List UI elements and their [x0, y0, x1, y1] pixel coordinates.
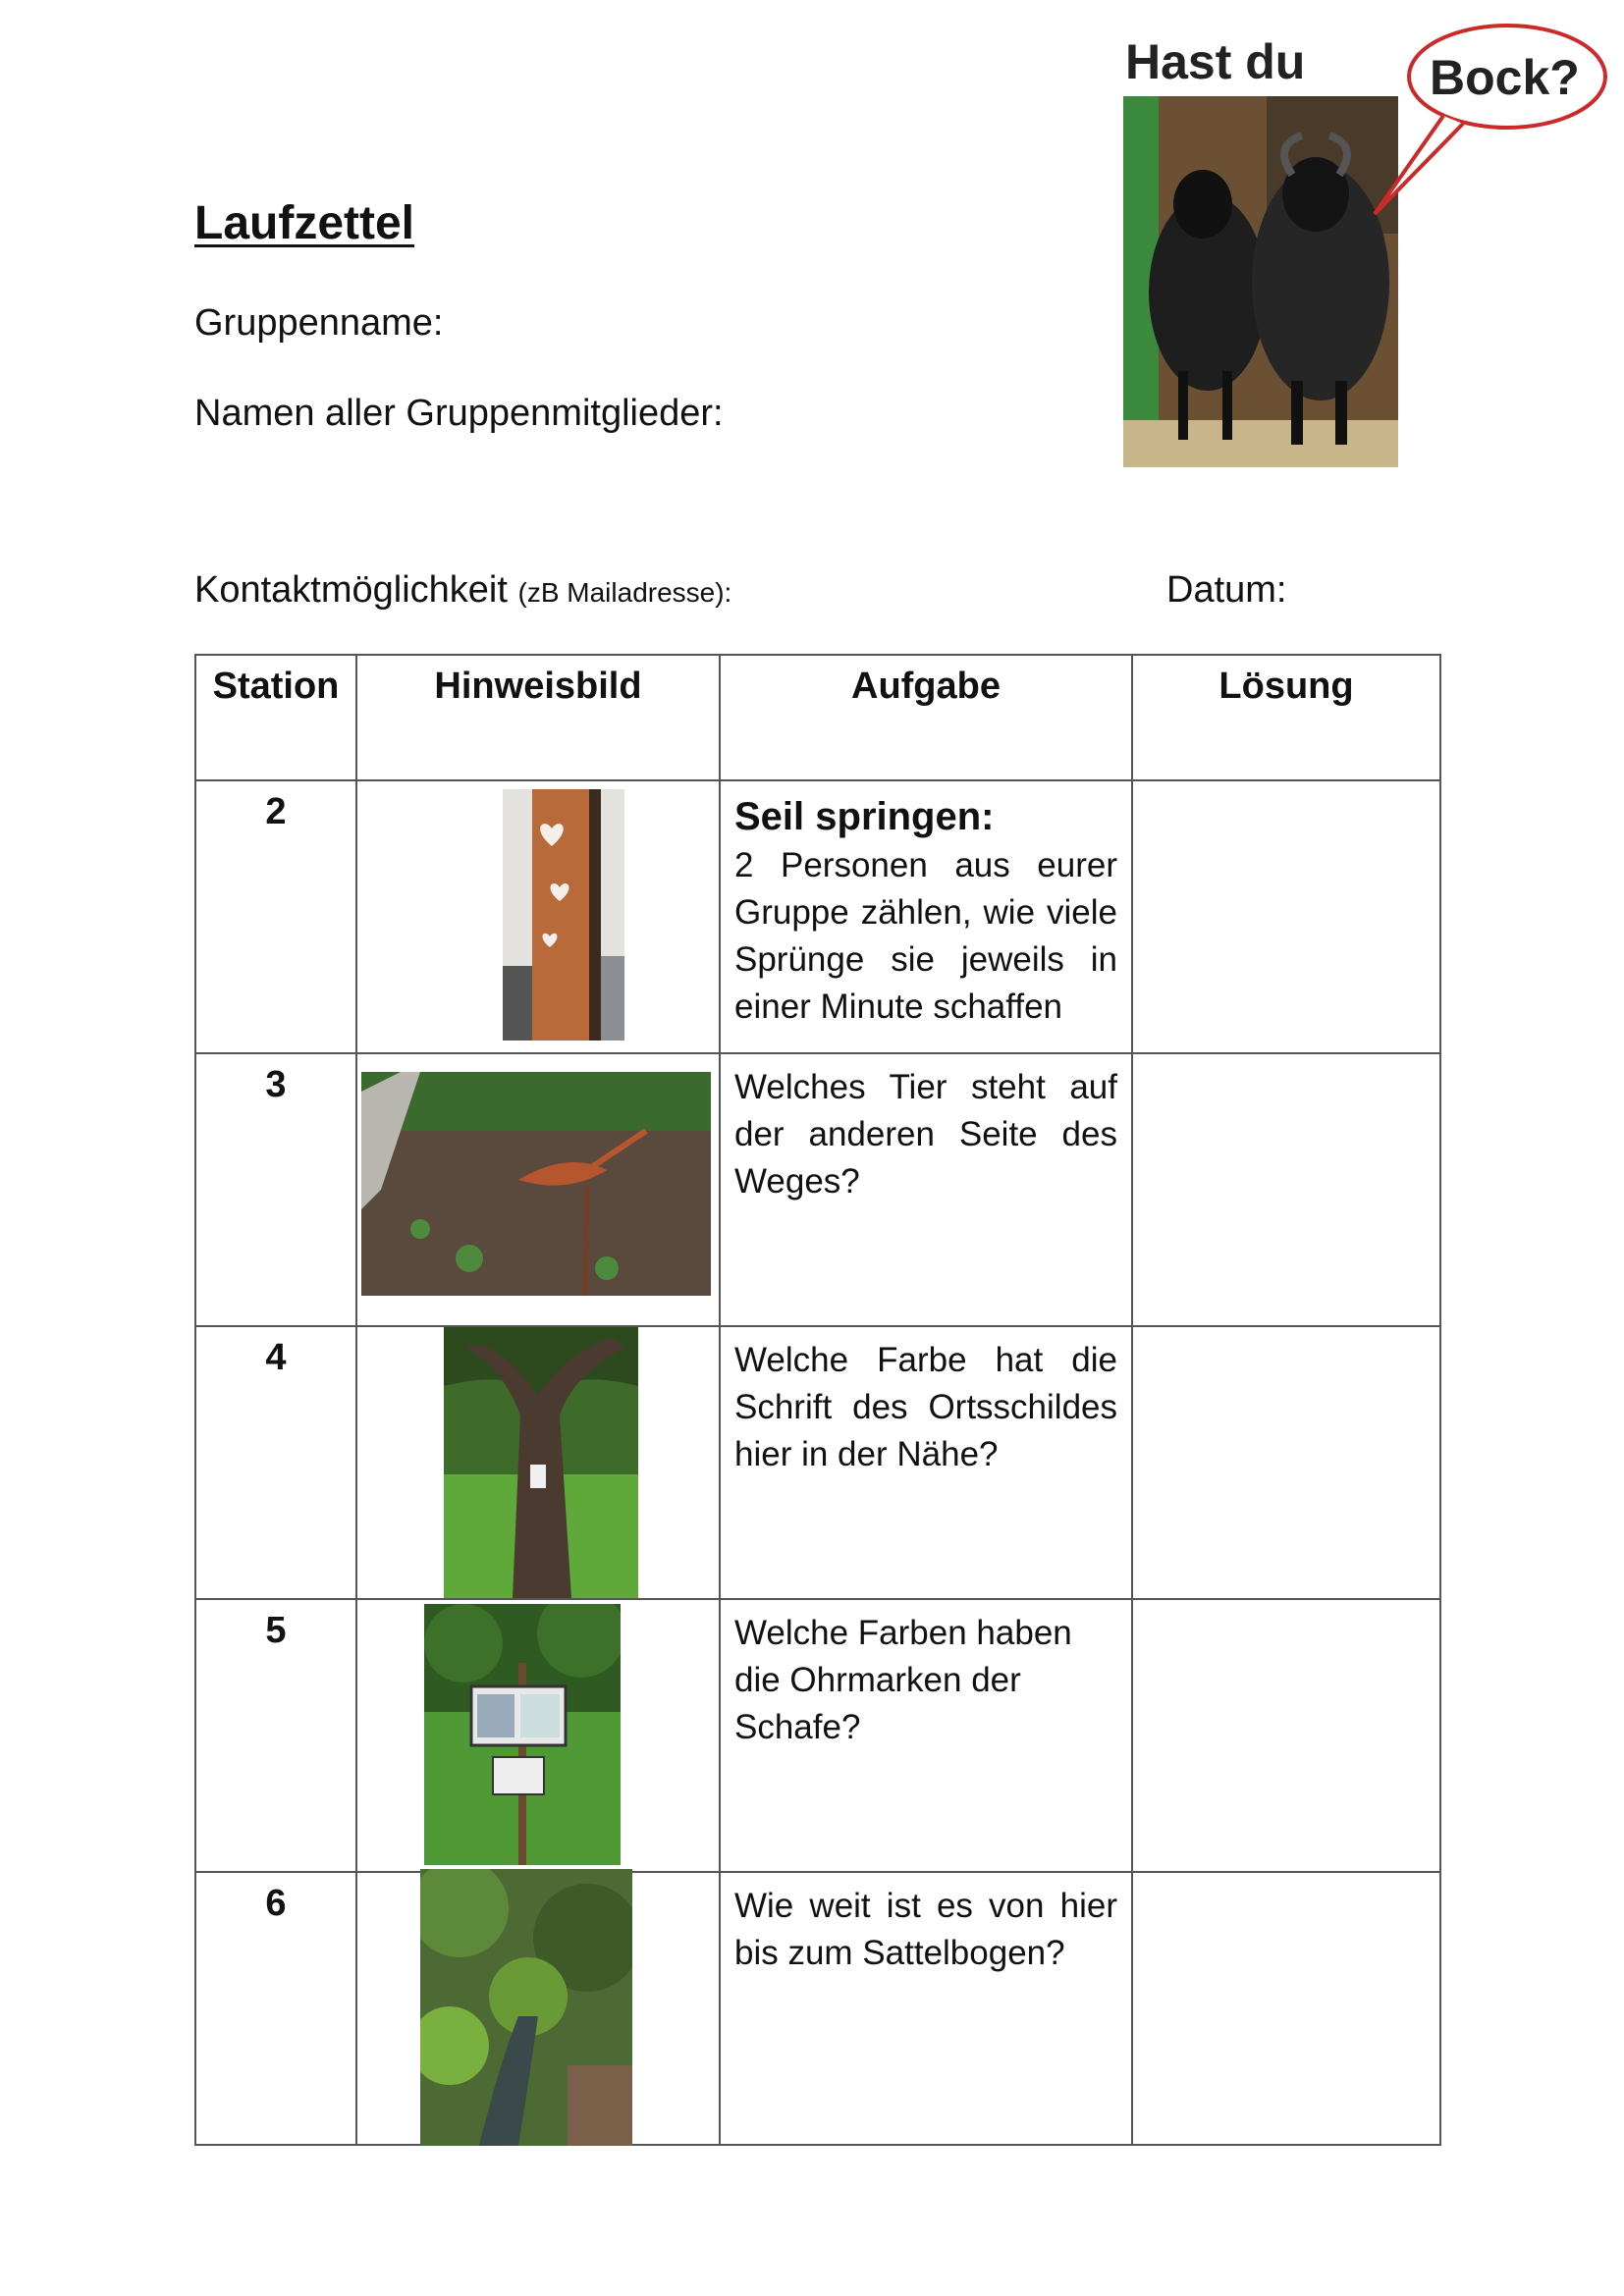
- table-row: [195, 1326, 1440, 1599]
- solution-cell[interactable]: [1132, 1326, 1440, 1599]
- station-number: 6: [195, 1872, 356, 2145]
- tree-sign-icon: [444, 1327, 638, 1598]
- task-text: Welches Tier steht auf der anderen Seite des Weges?: [734, 1068, 1117, 1201]
- solution-cell[interactable]: [1132, 1872, 1440, 2145]
- station-number: 5: [195, 1599, 356, 1872]
- stream-bushes-icon: [420, 1869, 632, 2146]
- logo-text-left: Hast du: [1125, 34, 1306, 89]
- task-text: 2 Personen aus eurer Gruppe zählen, wie viele Sprünge sie jeweils in einer Minute schaffen: [734, 846, 1117, 1026]
- table-row: [195, 1872, 1440, 2145]
- task-cell: [720, 780, 1132, 1053]
- group-name-label: Gruppenname:: [194, 302, 444, 344]
- sheep-logo: [1119, 18, 1610, 471]
- logo-straw: [1123, 420, 1398, 467]
- station-table: [194, 654, 1441, 2146]
- station-number: 4: [195, 1326, 356, 1599]
- task-text: Welche Farben haben die Ohrmarken der Schafe?: [734, 1614, 1072, 1746]
- task-cell: [720, 1872, 1132, 2145]
- station-number: 3: [195, 1053, 356, 1326]
- task-cell: [720, 1053, 1132, 1326]
- logo-text-bubble: Bock?: [1430, 50, 1580, 105]
- date-label: Datum:: [1166, 569, 1287, 611]
- hint-image-cell: [356, 1326, 720, 1599]
- info-board-icon: [424, 1604, 621, 1865]
- header-solution: Lösung: [1132, 655, 1440, 780]
- wooden-post-hearts-icon: [503, 789, 624, 1041]
- solution-cell[interactable]: [1132, 1599, 1440, 1872]
- contact-label: Kontaktmöglichkeit: [194, 569, 508, 611]
- hint-image-cell: [356, 1053, 720, 1326]
- contact-field: [194, 569, 731, 612]
- solution-cell[interactable]: [1132, 1053, 1440, 1326]
- header-station: Station: [195, 655, 356, 780]
- header-hint-image: Hinweisbild: [356, 655, 720, 780]
- contact-hint: (zB Mailadresse):: [517, 577, 732, 608]
- table-row: [195, 1053, 1440, 1326]
- table-row: [195, 1599, 1440, 1872]
- members-label: Namen aller Gruppenmitglieder:: [194, 393, 724, 434]
- hint-image-cell: [356, 780, 720, 1053]
- task-text: Wie weit ist es von hier bis zum Sattelbogen?: [734, 1887, 1117, 1972]
- metal-bird-garden-icon: [361, 1072, 711, 1296]
- hint-image-cell: [356, 1872, 720, 2145]
- station-number: 2: [195, 780, 356, 1053]
- task-text: Welche Farbe hat die Schrift des Ortsschildes hier in der Nähe?: [734, 1341, 1117, 1473]
- header-task: Aufgabe: [720, 655, 1132, 780]
- task-title: Seil springen:: [734, 795, 995, 838]
- solution-cell[interactable]: [1132, 780, 1440, 1053]
- page-title: Laufzettel: [194, 197, 415, 249]
- task-cell: [720, 1326, 1132, 1599]
- table-header-row: [195, 655, 1440, 780]
- table-row: [195, 780, 1440, 1053]
- hint-image-cell: [356, 1599, 720, 1872]
- task-cell: [720, 1599, 1132, 1872]
